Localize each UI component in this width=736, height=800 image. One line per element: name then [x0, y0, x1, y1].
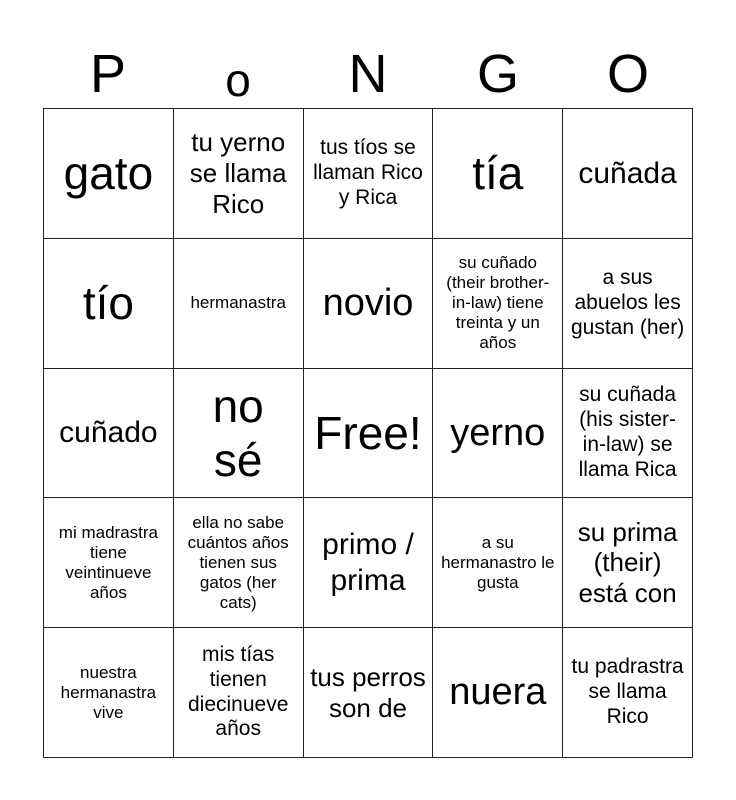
- cell-text: novio: [322, 281, 414, 324]
- cell-text: a sus abuelos les gustan (her): [570, 266, 685, 339]
- cell-text: a su hermanastro le gusta: [441, 532, 555, 592]
- cell-text: tu yerno se llama Rico: [189, 127, 287, 219]
- cell-text: ella no sabe cuántos años tienen sus gatos (her cats): [187, 512, 289, 612]
- title-letter-n: N: [348, 44, 388, 104]
- title-letter-o-small: o: [225, 54, 251, 106]
- bingo-cell-r4c3[interactable]: [304, 498, 434, 628]
- bingo-cell-r1c2[interactable]: [174, 109, 304, 239]
- bingo-cell-r1c4[interactable]: [433, 109, 563, 239]
- bingo-cell-r3c1[interactable]: [44, 369, 174, 499]
- bingo-board: [43, 108, 693, 758]
- bingo-cell-r3c4[interactable]: [433, 369, 563, 499]
- bingo-cell-r5c1[interactable]: [44, 628, 174, 758]
- bingo-cell-r5c4[interactable]: [433, 628, 563, 758]
- bingo-cell-r1c5[interactable]: [563, 109, 693, 239]
- cell-text: su cuñada (his sister-in-law) se llama Rica: [578, 383, 677, 481]
- bingo-cell-r5c2[interactable]: [174, 628, 304, 758]
- bingo-cell-r4c2[interactable]: [174, 498, 304, 628]
- bingo-cell-r2c4[interactable]: [433, 239, 563, 369]
- cell-text: gato: [63, 147, 154, 200]
- title-letter-o: O: [606, 44, 649, 104]
- bingo-cell-r1c3[interactable]: [304, 109, 434, 239]
- bingo-cell-r5c5[interactable]: [563, 628, 693, 758]
- cell-text: primo / prima: [322, 528, 414, 597]
- cell-text: nuestra hermanastra vive: [60, 662, 157, 722]
- bingo-cell-r2c3[interactable]: [304, 239, 434, 369]
- cell-text: hermanastra: [190, 293, 286, 313]
- bingo-cell-r3c5[interactable]: [563, 369, 693, 499]
- bingo-cell-r1c1[interactable]: [44, 109, 174, 239]
- bingo-cell-r5c3[interactable]: [304, 628, 434, 758]
- cell-text: su prima (their) está con: [577, 516, 678, 609]
- title-letter-g: G: [476, 44, 519, 104]
- bingo-cell-r2c5[interactable]: [563, 239, 693, 369]
- bingo-cell-r2c2[interactable]: [174, 239, 304, 369]
- bingo-cell-free[interactable]: [304, 369, 434, 499]
- cell-text: yerno: [450, 411, 546, 454]
- bingo-cell-r4c5[interactable]: [563, 498, 693, 628]
- cell-text: mis tías tienen diecinueve años: [187, 643, 289, 741]
- title-letter-p: P: [89, 44, 127, 104]
- bingo-cell-r4c1[interactable]: [44, 498, 174, 628]
- cell-text: tío: [82, 277, 134, 330]
- cell-text: cuñado: [59, 416, 158, 450]
- cell-text: tus tíos se llaman Rico y Rica: [313, 136, 423, 209]
- cell-text: mi madrastra tiene veintinueve años: [58, 522, 158, 602]
- cell-text: tus perros son de: [310, 661, 426, 723]
- cell-text: tu padrastra se llama Rico: [571, 655, 684, 728]
- bingo-cell-r3c2[interactable]: [174, 369, 304, 499]
- cell-text: su cuñado (their brother-in-law) tiene treinta y un años: [446, 253, 550, 353]
- cell-text: cuñada: [578, 156, 677, 190]
- bingo-cell-r2c1[interactable]: [44, 239, 174, 369]
- bingo-title: [43, 40, 693, 108]
- cell-text: no sé: [212, 379, 264, 486]
- cell-text: nuera: [449, 671, 547, 714]
- cell-text: tía: [472, 147, 524, 200]
- bingo-cell-r4c4[interactable]: [433, 498, 563, 628]
- free-space-text: Free!: [314, 406, 422, 459]
